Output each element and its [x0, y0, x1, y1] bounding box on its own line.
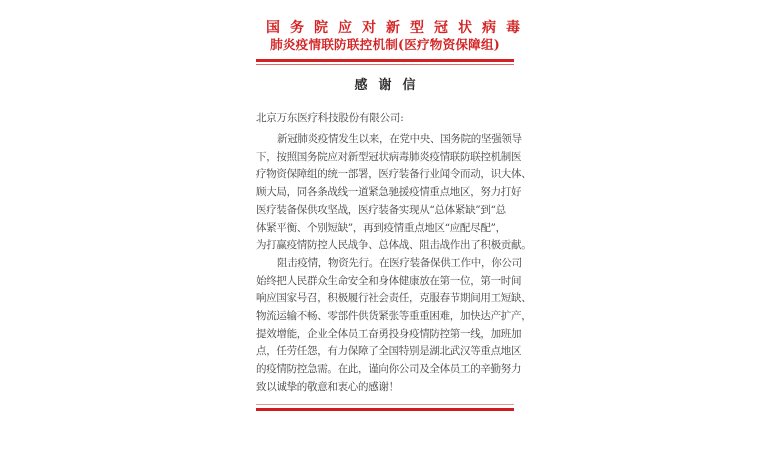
body-line: 医疗装备保供攻坚战，医疗装备实现从“总体紧缺”到“总	[256, 203, 506, 216]
body-line: 疗物资保障组的统一部署，医疗装备行业闻令而动，识大体、	[256, 168, 532, 181]
letterhead-double-rule	[256, 59, 514, 65]
letter-title: 感谢信	[354, 78, 427, 93]
body-line: 顾大局，同各条战线一道紧急驰援疫情重点地区，努力打好	[256, 186, 522, 199]
body-line: 体紧平衡、个别短缺”，再到疫情重点地区“应配尽配”，	[256, 221, 506, 234]
letterhead	[256, 20, 530, 65]
body-line: 物流运输不畅、零部件供货紧张等重重困难，加快达产扩产，	[256, 310, 532, 323]
body-line: 的疫情防控急需。在此，谨向你公司及全体员工的辛勤努力	[256, 363, 522, 376]
letter-sheet	[256, 0, 532, 450]
body-line: 点，任劳任怨，有力保障了全国特别是湖北武汉等重点地区	[256, 345, 522, 358]
footer-double-rule	[256, 404, 514, 411]
body-line: 新冠肺炎疫情发生以来，在党中央、国务院的坚强领导	[277, 133, 522, 145]
body-line: 下，按照国务院应对新型冠状病毒肺炎疫情联防联控机制医	[256, 150, 522, 163]
body-line: 响应国家号召，积极履行社会责任，克服春节期间用工短缺、	[256, 292, 532, 305]
body-line: 致以诚挚的敬意和衷心的感谢！	[256, 380, 399, 393]
paragraph-1	[256, 131, 532, 255]
recipient-line: 北京万东医疗科技股份有限公司:	[256, 112, 404, 124]
body-line: 为打赢疫情防控人民战争、总体战、阻击战作出了积极贡献。	[256, 239, 532, 252]
letterhead-org-line2: 肺炎疫情联防联控机制(医疗物资保障组)	[270, 37, 500, 52]
body-line: 始终把人民群众生命安全和身体健康放在第一位，第一时间	[256, 274, 522, 287]
body-line: 提效增能，企业全体员工奋勇投身疫情防控第一线，加班加	[256, 327, 522, 340]
body-line: 阻击疫情，物资先行。在医疗装备保供工作中，你公司	[277, 256, 522, 269]
paragraph-2	[256, 255, 532, 397]
letterhead-org-line1: 国务院应对新型冠状病毒	[266, 20, 530, 36]
